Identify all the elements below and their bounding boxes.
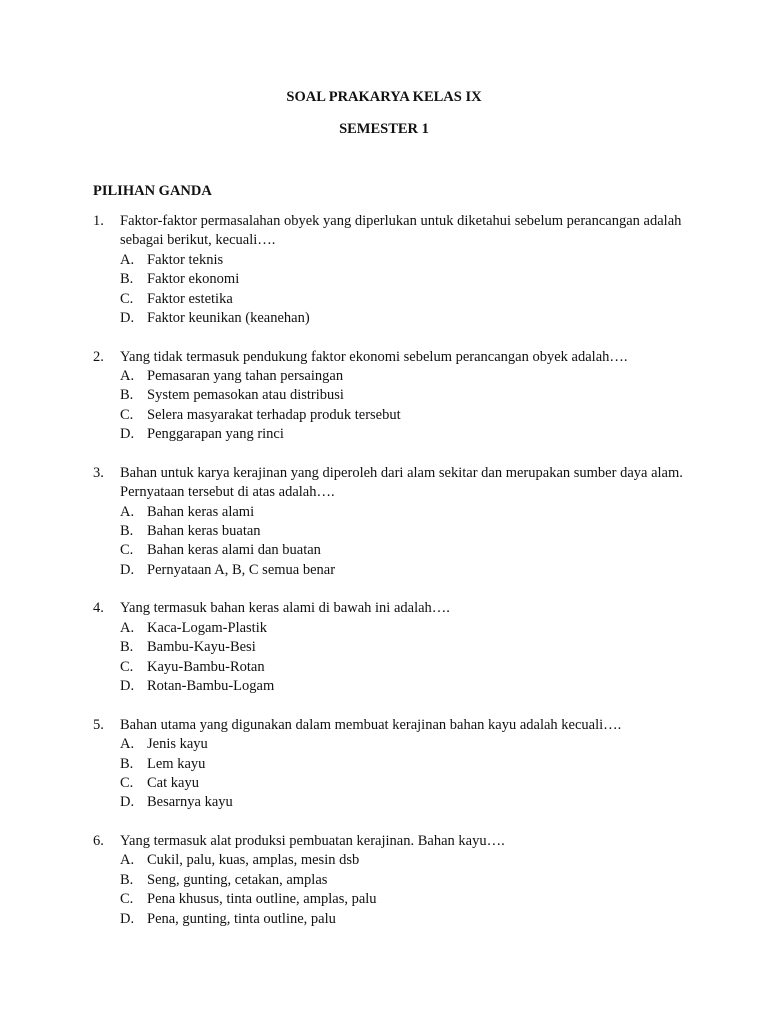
option-text: Cat kayu: [147, 774, 199, 791]
option-text: Lem kayu: [147, 755, 206, 772]
option-letter: D.: [120, 426, 135, 443]
option-letter: C.: [120, 542, 134, 559]
option-letter: B.: [120, 755, 134, 772]
question-text: Bahan utama yang digunakan dalam membuat kerajinan bahan kayu adalah kecuali….: [120, 716, 622, 733]
question-text: Faktor-faktor permasalahan obyek yang diperlukan untuk diketahui sebelum perancangan adalah sebagai berikut, kecuali….: [120, 213, 682, 249]
document-title: SOAL PRAKARYA KELAS IX: [286, 89, 482, 105]
option-text: Faktor teknis: [147, 251, 224, 268]
question-number: 3.: [93, 464, 104, 481]
option-text: Jenis kayu: [147, 736, 208, 753]
option-text: Faktor keunikan (keanehan): [147, 310, 310, 327]
option-text: Pemasaran yang tahan persaingan: [147, 368, 344, 385]
question-item: [93, 348, 693, 445]
answer-option: [120, 309, 693, 328]
answer-option: [120, 386, 693, 405]
answer-option: [120, 251, 693, 270]
option-letter: D.: [120, 910, 135, 927]
question-number: 5.: [93, 716, 104, 733]
option-text: Faktor estetika: [147, 290, 233, 307]
answer-option: [120, 270, 693, 289]
question-item: [93, 212, 693, 328]
question-item: [93, 716, 693, 813]
option-text: Pena, gunting, tinta outline, palu: [147, 910, 336, 927]
answer-option: [120, 774, 693, 793]
option-text: Faktor ekonomi: [147, 271, 240, 288]
answer-option: [120, 851, 693, 870]
option-letter: B.: [120, 387, 134, 404]
answer-option: [120, 793, 693, 812]
question-number: 4.: [93, 600, 104, 617]
question-item: [93, 832, 693, 929]
document-subtitle: SEMESTER 1: [339, 121, 429, 137]
option-letter: A.: [120, 251, 135, 268]
option-letter: C.: [120, 290, 134, 307]
option-letter: A.: [120, 368, 135, 385]
option-letter: A.: [120, 852, 135, 869]
option-letter: C.: [120, 891, 134, 908]
option-letter: A.: [120, 619, 135, 636]
question-text: Bahan untuk karya kerajinan yang diperoleh dari alam sekitar dan merupakan sumber daya alam. Pernyataan tersebut di atas adalah….: [120, 464, 683, 501]
option-text: System pemasokan atau distribusi: [147, 387, 344, 404]
option-letter: A.: [120, 503, 135, 520]
option-letter: B.: [120, 523, 134, 540]
option-text: Besarnya kayu: [147, 794, 233, 811]
question-number: 6.: [93, 832, 104, 849]
answer-option: [120, 755, 693, 774]
option-letter: A.: [120, 736, 135, 753]
question-number: 1.: [93, 213, 104, 229]
option-text: Kaca-Logam-Plastik: [147, 619, 267, 636]
option-text: Cukil, palu, kuas, amplas, mesin dsb: [147, 852, 360, 869]
option-text: Kayu-Bambu-Rotan: [147, 658, 265, 675]
answer-option: [120, 890, 693, 909]
option-text: Selera masyarakat terhadap produk tersebut: [147, 406, 401, 423]
question-item: [93, 464, 693, 580]
answer-option: [120, 425, 693, 444]
option-letter: B.: [120, 271, 134, 288]
option-text: Bahan keras alami dan buatan: [147, 542, 321, 559]
question-text: Yang termasuk bahan keras alami di bawah ini adalah….: [120, 600, 450, 617]
answer-option: [120, 677, 693, 696]
option-text: Pernyataan A, B, C semua benar: [147, 561, 336, 578]
option-text: Bahan keras alami: [147, 503, 255, 520]
option-letter: D.: [120, 561, 135, 578]
option-text: Bambu-Kayu-Besi: [147, 639, 256, 656]
answer-option: [120, 290, 693, 309]
answer-option: [120, 735, 693, 754]
option-letter: B.: [120, 639, 134, 656]
option-text: Bahan keras buatan: [147, 523, 261, 540]
answer-option: [120, 522, 693, 541]
answer-option: [120, 406, 693, 425]
option-letter: C.: [120, 658, 134, 675]
option-text: Rotan-Bambu-Logam: [147, 678, 275, 695]
option-letter: D.: [120, 310, 135, 327]
question-list: [93, 212, 693, 929]
answer-option: [120, 503, 693, 522]
question-number: 2.: [93, 348, 104, 365]
question-text: Yang termasuk alat produksi pembuatan kerajinan. Bahan kayu….: [120, 832, 505, 849]
option-letter: C.: [120, 774, 134, 791]
option-letter: D.: [120, 678, 135, 695]
section-title: PILIHAN GANDA: [93, 183, 212, 199]
option-letter: B.: [120, 871, 134, 888]
answer-option: [120, 638, 693, 657]
question-item: [93, 599, 693, 696]
answer-option: [120, 367, 693, 386]
option-letter: C.: [120, 406, 134, 423]
option-text: Pena khusus, tinta outline, amplas, palu: [147, 891, 377, 908]
answer-option: [120, 658, 693, 677]
option-text: Penggarapan yang rinci: [147, 426, 284, 443]
answer-option: [120, 910, 693, 929]
answer-option: [120, 619, 693, 638]
answer-option: [120, 561, 693, 580]
answer-option: [120, 541, 693, 560]
option-text: Seng, gunting, cetakan, amplas: [147, 871, 328, 888]
option-letter: D.: [120, 794, 135, 811]
answer-option: [120, 871, 693, 890]
question-text: Yang tidak termasuk pendukung faktor ekonomi sebelum perancangan obyek adalah….: [120, 348, 628, 365]
